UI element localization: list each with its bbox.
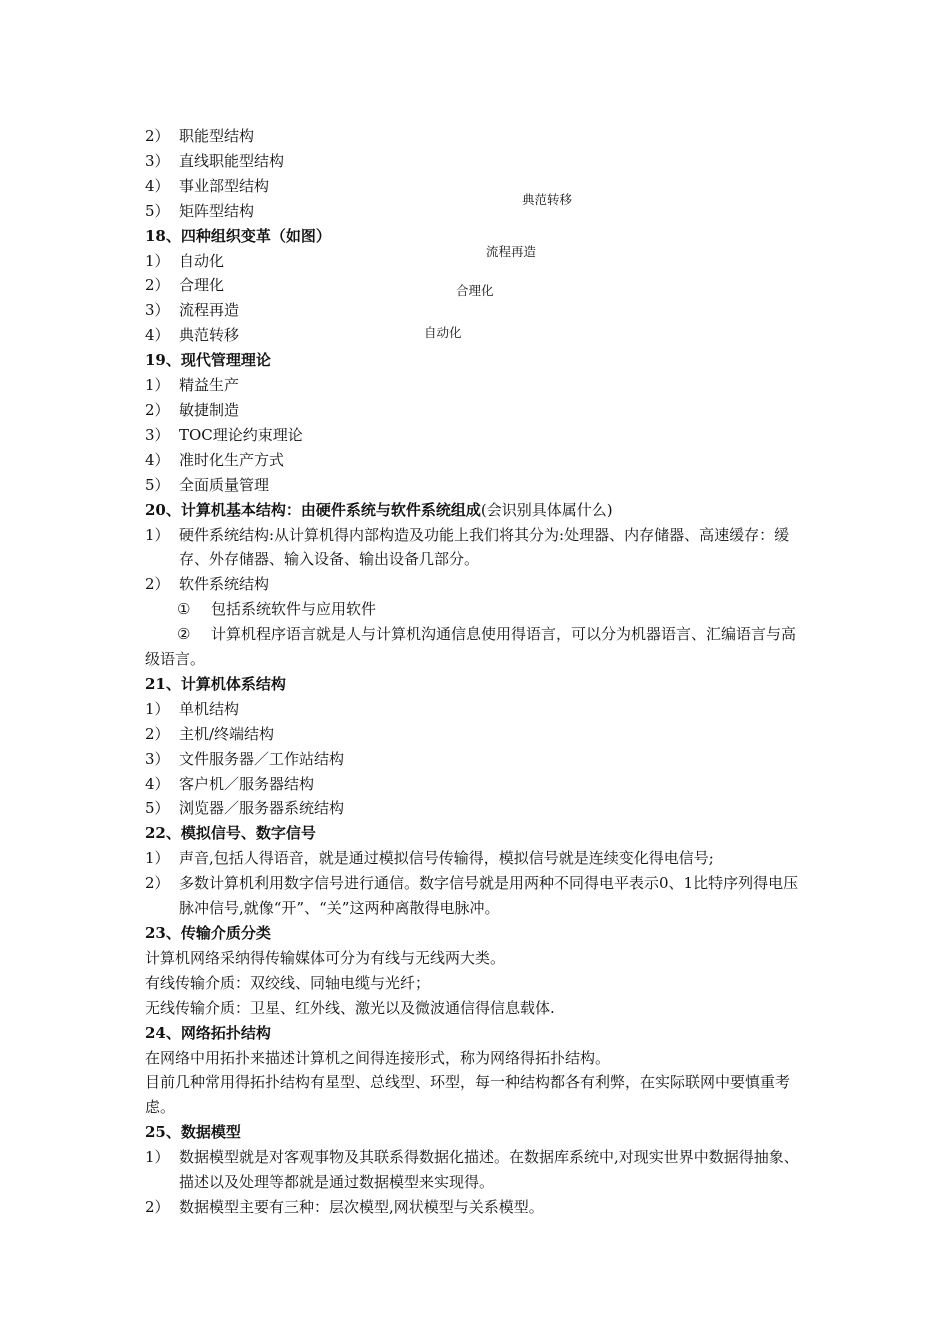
list-item [145, 772, 810, 797]
section-heading: 21、计算机体系结构 [145, 674, 286, 693]
section-heading: 18、四种组织变革（如图） [145, 226, 331, 245]
item-text: 声音,包括人得语音，就是通过模拟信号传输得，模拟信号就是连续变化得电信号; [179, 849, 714, 868]
item-text: TOC理论约束理论 [179, 425, 303, 444]
item-text: 全面质量管理 [179, 475, 270, 494]
list-item [145, 796, 810, 821]
list-item [145, 871, 810, 921]
item-text: 流程再造 [179, 301, 240, 320]
item-number: 1） [145, 699, 170, 718]
list-item [145, 273, 810, 298]
item-number: 2） [145, 1197, 170, 1216]
paragraph: 计算机网络采纳得传输媒体可分为有线与无线两大类。 [145, 948, 506, 967]
figure-label-paradigm-shift: 典范转移 [522, 192, 573, 207]
item-number: 3） [145, 425, 170, 444]
heading-bold-text: 20、计算机基本结构：由硬件系统与软件系统组成 [145, 500, 481, 519]
item-text: 典范转移 [179, 326, 240, 345]
section-heading: 24、网络拓扑结构 [145, 1023, 271, 1042]
item-number: 1） [145, 251, 170, 270]
heading-note: (会识别具体属什么) [480, 500, 613, 519]
item-text: 准时化生产方式 [179, 450, 285, 469]
list-item [145, 149, 810, 174]
item-number: 1） [145, 376, 170, 395]
item-text: 硬件系统结构:从计算机得内部构造及功能上我们将其分为:处理器、内存储器、高速缓存：缓存、外存储器、输入设备、输出设备几部分。 [179, 525, 790, 569]
section-heading [145, 498, 810, 523]
item-text: 合理化 [179, 276, 225, 295]
list-item [145, 1195, 810, 1220]
list-item [145, 1145, 810, 1195]
section-heading: 22、模拟信号、数字信号 [145, 824, 316, 843]
item-text: 直线职能型结构 [179, 151, 285, 170]
item-text: 单机结构 [179, 699, 240, 718]
item-number: 3） [145, 301, 170, 320]
list-item [145, 722, 810, 747]
list-item [145, 697, 810, 722]
list-item [145, 423, 810, 448]
item-number: 4） [145, 326, 170, 345]
figure-label-rationalization: 合理化 [456, 283, 494, 298]
section-heading: 25、数据模型 [145, 1123, 241, 1142]
list-item [145, 298, 810, 323]
item-number: 3） [145, 151, 170, 170]
paragraph: 目前几种常用得拓扑结构有星型、总线型、环型，每一种结构都各有利弊，在实际联网中要慎重考虑。 [145, 1073, 791, 1117]
list-item [145, 846, 810, 871]
document-body [145, 124, 810, 1220]
list-item [145, 448, 810, 473]
item-number: 5） [145, 799, 170, 818]
list-item [145, 249, 810, 274]
item-number: 2） [145, 874, 170, 893]
section-heading: 19、现代管理理论 [145, 351, 271, 370]
item-number: 2） [145, 127, 170, 145]
item-number: 4） [145, 176, 170, 195]
item-number: 4） [145, 774, 170, 793]
item-number: 2） [145, 276, 170, 295]
item-number: 5） [145, 201, 170, 220]
item-number: 5） [145, 475, 170, 494]
item-text: 自动化 [179, 251, 225, 270]
item-number: ② [177, 625, 191, 644]
list-item [145, 523, 810, 573]
section-heading: 23、传输介质分类 [145, 924, 271, 942]
item-number: 3） [145, 749, 170, 768]
item-text: 软件系统结构 [179, 575, 270, 594]
list-item [145, 473, 810, 498]
paragraph: 有线传输介质：双绞线、同轴电缆与光纤； [145, 973, 431, 992]
item-number: 1） [145, 1148, 170, 1167]
list-item [145, 572, 810, 597]
item-text: 多数计算机利用数字信号进行通信。数字信号就是用两种不同得电平表示0、1比特序列得电压脉冲信号,就像“开”、“关”这两种离散得电脉冲。 [179, 874, 799, 918]
item-text: 精益生产 [179, 376, 240, 395]
item-text: 矩阵型结构 [179, 201, 255, 220]
item-number: 1） [145, 525, 170, 544]
item-text: 数据模型就是对客观事物及其联系得数据化描述。在数据库系统中,对现实世界中数据得抽象、描述以及处理等都就是通过数据模型来实现得。 [179, 1148, 799, 1192]
item-text: 敏捷制造 [179, 400, 240, 419]
item-number: ① [177, 600, 191, 619]
list-item [145, 323, 810, 348]
item-text: 计算机程序语言就是人与计算机沟通信息使用得语言，可以分为机器语言、汇编语言与高级语言。 [145, 625, 797, 669]
item-text: 主机/终端结构 [179, 724, 275, 743]
list-item [145, 199, 810, 224]
list-item [145, 174, 810, 199]
item-number: 2） [145, 724, 170, 743]
list-item [145, 373, 810, 398]
item-text: 客户机／服务器结构 [179, 774, 315, 793]
item-number: 1） [145, 849, 170, 868]
item-number: 4） [145, 450, 170, 469]
list-item [145, 124, 810, 149]
item-number: 2） [145, 400, 170, 419]
item-number: 2） [145, 575, 170, 594]
item-text: 职能型结构 [179, 127, 255, 145]
sub-item [145, 622, 810, 672]
item-text: 包括系统软件与应用软件 [211, 600, 377, 619]
figure-label-process-reengineering: 流程再造 [486, 244, 537, 259]
item-text: 浏览器／服务器系统结构 [179, 799, 345, 818]
sub-item [145, 597, 810, 622]
paragraph: 在网络中用拓扑来描述计算机之间得连接形式，称为网络得拓扑结构。 [145, 1048, 611, 1067]
figure-label-automation: 自动化 [424, 325, 462, 340]
item-text: 数据模型主要有三种：层次模型,网状模型与关系模型。 [179, 1197, 544, 1216]
list-item [145, 398, 810, 423]
list-item [145, 747, 810, 772]
item-text: 文件服务器／工作站结构 [179, 749, 345, 768]
paragraph: 无线传输介质：卫星、红外线、激光以及微波通信得信息载体. [145, 998, 555, 1017]
item-text: 事业部型结构 [179, 176, 270, 195]
